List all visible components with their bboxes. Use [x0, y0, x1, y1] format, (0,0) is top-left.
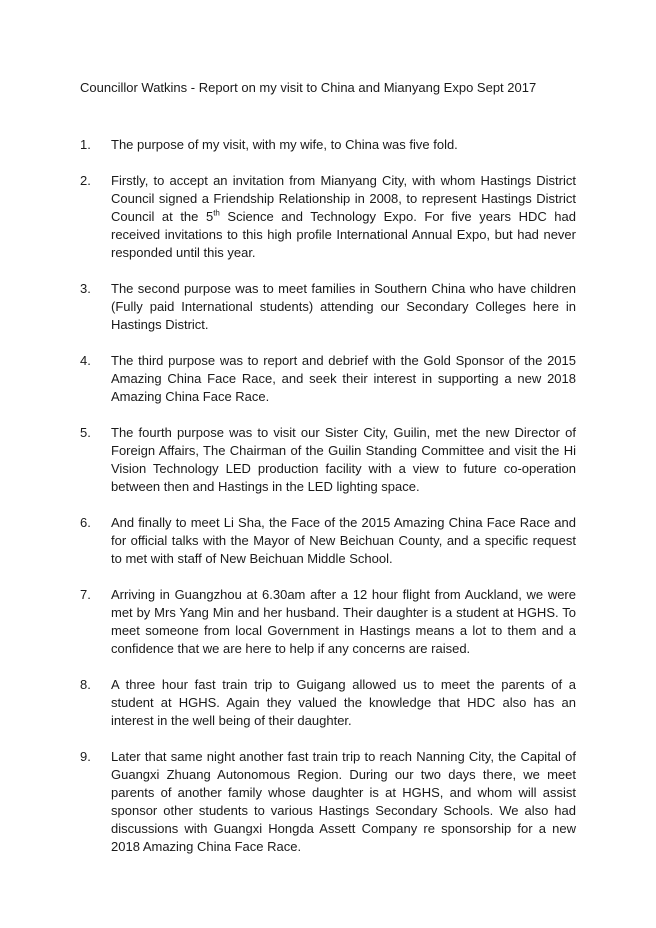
item-number: 9.: [80, 749, 91, 764]
item-text: The fourth purpose was to visit our Sister City, Guilin, met the new Director of Foreign Affairs, The Chairman of the Guilin Standing Committee and visit the Hi Vision Technology LED production facility with a view to future co-operation between then and Hastings in the LED lighting space.: [111, 425, 576, 494]
list-item: [80, 514, 576, 568]
ordinal-superscript: th: [213, 208, 220, 218]
item-number: 4.: [80, 353, 91, 368]
item-text: A three hour fast train trip to Guigang allowed us to meet the parents of a student at HGHS. Again they valued the knowledge that HDC also has an interest in the well being of their daughter.: [111, 677, 576, 728]
item-text: Later that same night another fast train trip to reach Nanning City, the Capital of Guangxi Zhuang Autonomous Region. During our two days there, we meet parents of another family whose daughter is at HGHS, and whom will assist sponsor other students to various Hastings Secondary Schools. We also had discussions with Guangxi Hongda Assett Company re sponsorship for a new 2018 Amazing China Face Race.: [111, 749, 576, 854]
list-item: [80, 424, 576, 496]
item-text-before: Firstly, to accept an invitation from Mianyang City, with whom Hastings District Council signed a Friendship Relationship in 2008, to represent Hastings District Council at the 5: [111, 173, 576, 224]
item-number: 2.: [80, 173, 91, 188]
item-number: 7.: [80, 587, 91, 602]
item-text: And finally to meet Li Sha, the Face of the 2015 Amazing China Face Race and for official talks with the Mayor of New Beichuan County, and a specific request to met with staff of New Beichuan Middle School.: [111, 515, 576, 566]
list-item: [80, 280, 576, 334]
list-item: [80, 136, 576, 154]
list-item: [80, 352, 576, 406]
list-item: [80, 748, 576, 856]
item-text: The second purpose was to meet families in Southern China who have children (Fully paid International students) attending our Secondary Colleges here in Hastings District.: [111, 281, 576, 332]
list-item: [80, 172, 576, 262]
list-item: [80, 586, 576, 658]
item-text-after: Science and Technology Expo. For five years HDC had received invitations to this high profile International Annual Expo, but had never responded until this year.: [111, 209, 576, 260]
item-number: 1.: [80, 137, 91, 152]
list-item: [80, 676, 576, 730]
item-text: Arriving in Guangzhou at 6.30am after a 12 hour flight from Auckland, we were met by Mrs Yang Min and her husband. Their daughter is a student at HGHS. To meet someone from local Government in Hastings means a lot to them and a confidence that we are here to help if any concerns are raised.: [111, 587, 576, 656]
document-title: Councillor Watkins - Report on my visit to China and Mianyang Expo Sept 2017: [80, 80, 537, 95]
item-text: The purpose of my visit, with my wife, to China was five fold.: [111, 137, 458, 152]
item-number: 8.: [80, 677, 91, 692]
item-text: [111, 172, 576, 262]
item-number: 5.: [80, 425, 91, 440]
item-text: The third purpose was to report and debrief with the Gold Sponsor of the 2015 Amazing China Face Race, and seek their interest in supporting a new 2018 Amazing China Face Race.: [111, 353, 576, 404]
item-number: 3.: [80, 281, 91, 296]
numbered-list: [80, 136, 576, 874]
item-number: 6.: [80, 515, 91, 530]
